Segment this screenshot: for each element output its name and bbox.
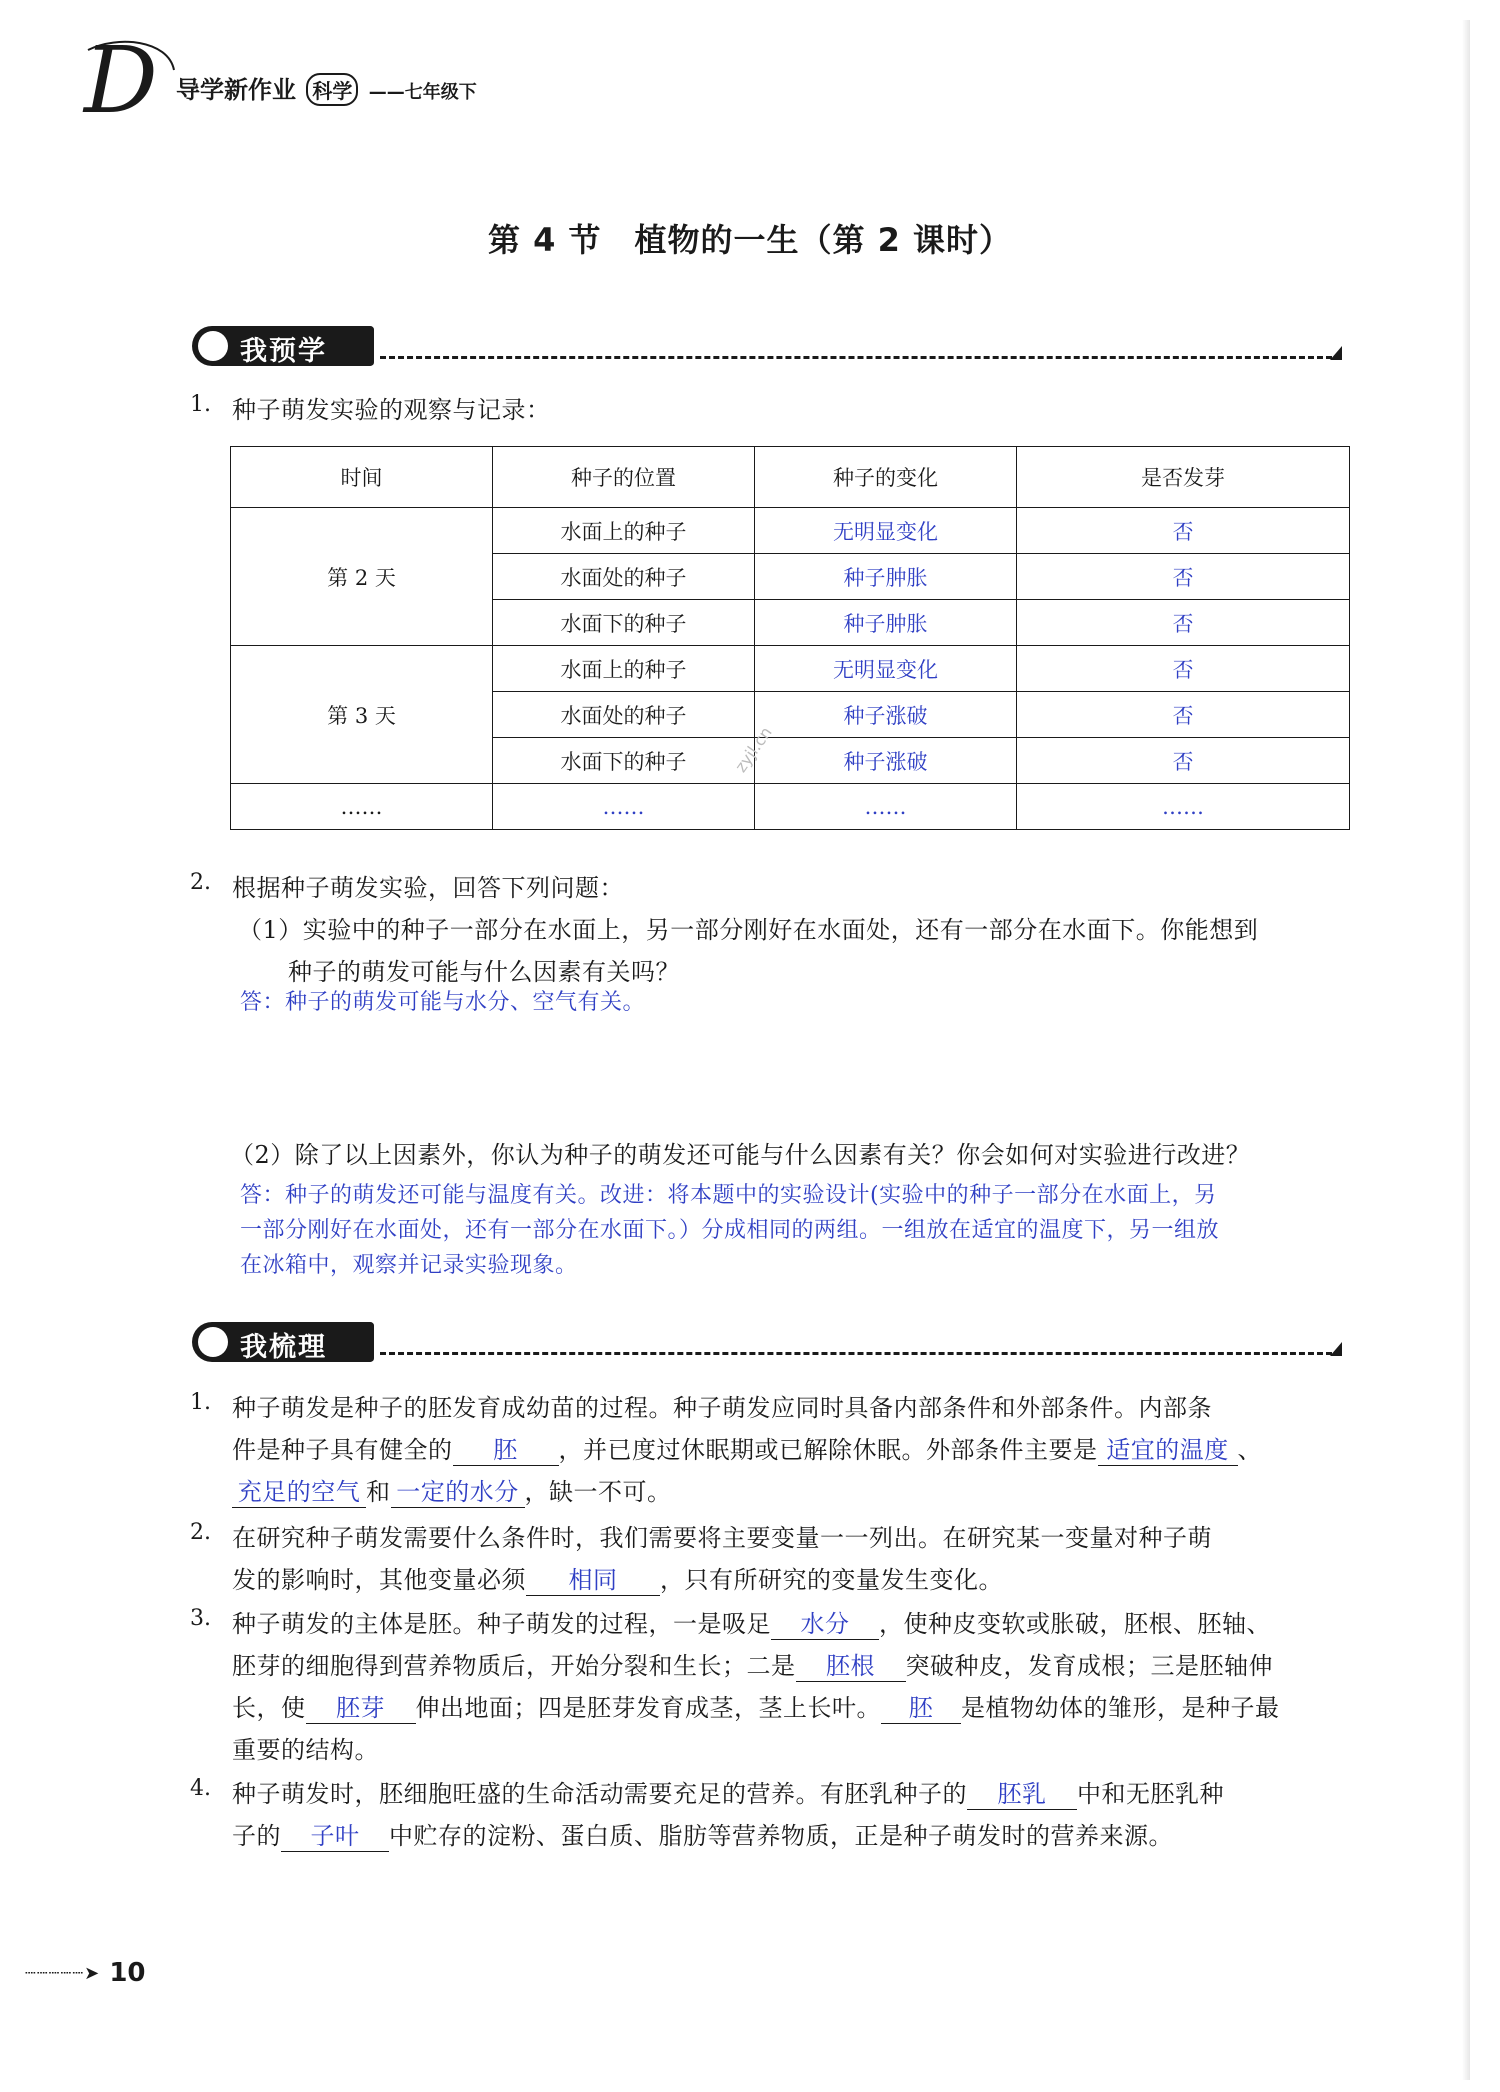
page-header xyxy=(78,30,578,130)
ellipsis-cell: …… xyxy=(493,784,755,830)
question-text: 根据种子萌发实验，回答下列问题： xyxy=(232,874,624,902)
ellipsis-cell: …… xyxy=(1017,784,1350,830)
item-text-line xyxy=(232,1646,1273,1682)
time-cell: 第 3 天 xyxy=(231,646,493,784)
text-segment: 种子萌发的主体是胚。种子萌发的过程，一是吸足 xyxy=(232,1610,771,1638)
text-segment: 和 xyxy=(366,1478,391,1506)
sprout-cell: 否 xyxy=(1017,554,1350,600)
change-cell: 无明显变化 xyxy=(755,508,1017,554)
answer-text: 答：种子的萌发还可能与温度有关。改进：将本题中的实验设计(实验中的种子一部分在水面上，另 xyxy=(240,1183,1217,1208)
change-cell: 种子涨破 xyxy=(755,692,1017,738)
text-segment: 、 xyxy=(1237,1436,1262,1464)
answer-text: 在冰箱中，观察并记录实验现象。 xyxy=(240,1253,578,1278)
column-header: 时间 xyxy=(231,447,493,508)
sprout-cell: 否 xyxy=(1017,646,1350,692)
text-segment: 件是种子具有健全的 xyxy=(232,1436,453,1464)
book-logo xyxy=(78,30,188,130)
answer-blank: 适宜的温度 xyxy=(1098,1437,1238,1466)
time-cell: 第 2 天 xyxy=(231,508,493,646)
book-name: 导学新作业 xyxy=(176,76,296,104)
arrow-icon: ┈┈┈┈┈➤ xyxy=(25,1963,101,1984)
item-text-line xyxy=(232,1430,1262,1466)
text-segment: 是植物幼体的雏形，是种子最 xyxy=(961,1694,1280,1722)
text-segment: ，缺一不可。 xyxy=(524,1478,672,1506)
position-cell: 水面下的种子 xyxy=(493,738,755,784)
corner-marker-icon xyxy=(1330,1342,1342,1356)
change-cell: 种子肿胀 xyxy=(755,554,1017,600)
question-text: 种子萌发实验的观察与记录： xyxy=(232,396,551,424)
answer-text: 一部分刚好在水面处，还有一部分在水面下。）分成相同的两组。一组放在适宜的温度下，另一组放 xyxy=(240,1218,1220,1243)
text-segment: 中贮存的淀粉、蛋白质、脂肪等营养物质，正是种子萌发时的营养来源。 xyxy=(389,1822,1173,1850)
lesson-title: 第 4 节 植物的一生（第 2 课时） xyxy=(487,221,1013,259)
answer-blank: 充足的空气 xyxy=(232,1479,366,1508)
text-segment: 胚芽的细胞得到营养物质后，开始分裂和生长；二是 xyxy=(232,1652,796,1680)
item-number: 1. xyxy=(190,1390,211,1415)
text-segment: 长，使 xyxy=(232,1694,306,1722)
section-label: 我梳理 xyxy=(240,1332,327,1363)
text-segment: ，只有所研究的变量发生变化。 xyxy=(660,1566,1003,1594)
change-cell: 种子涨破 xyxy=(755,738,1017,784)
answer-blank: 子叶 xyxy=(281,1823,389,1852)
position-cell: 水面下的种子 xyxy=(493,600,755,646)
answer-blank: 胚 xyxy=(453,1437,559,1466)
text-segment: 突破种皮，发育成根；三是胚轴伸 xyxy=(905,1652,1273,1680)
table-row xyxy=(231,784,1350,830)
section-banner-preview xyxy=(192,326,1342,370)
item-text: 种子萌发是种子的胚发育成幼苗的过程。种子萌发应同时具备内部条件和外部条件。内部条 xyxy=(232,1394,1212,1422)
answer-blank: 胚 xyxy=(881,1695,961,1724)
sprout-cell: 否 xyxy=(1017,692,1350,738)
position-cell: 水面上的种子 xyxy=(493,508,755,554)
page-edge-shadow xyxy=(1462,20,1470,2080)
grade-label: ——七年级下 xyxy=(368,82,477,103)
answer-blank: 胚根 xyxy=(796,1653,906,1682)
answer-text: 答：种子的萌发可能与水分、空气有关。 xyxy=(240,990,646,1015)
item-text-line xyxy=(232,1604,1271,1640)
item-text-line xyxy=(232,1774,1224,1810)
logo-letter: D xyxy=(84,30,158,130)
position-cell: 水面上的种子 xyxy=(493,646,755,692)
text-segment: 中和无胚乳种 xyxy=(1077,1780,1224,1808)
question-number: 1. xyxy=(190,392,211,417)
corner-marker-icon xyxy=(1330,346,1342,360)
item-text-line xyxy=(232,1688,1280,1724)
ellipsis-cell: …… xyxy=(231,784,493,830)
banner-dashed-rule xyxy=(380,1352,1332,1355)
subquestion-text: （2）除了以上因素外，你认为种子的萌发还可能与什么因素有关？你会如何对实验进行改进？ xyxy=(230,1141,1251,1169)
text-segment: 子的 xyxy=(232,1822,281,1850)
banner-pill xyxy=(192,1322,374,1362)
item-text: 在研究种子萌发需要什么条件时，我们需要将主要变量一一列出。在研究某一变量对种子萌 xyxy=(232,1524,1212,1552)
item-number: 4. xyxy=(190,1776,211,1801)
table-row xyxy=(231,508,1350,554)
answer-blank: 相同 xyxy=(526,1567,660,1596)
sprout-cell: 否 xyxy=(1017,738,1350,784)
banner-pill xyxy=(192,326,374,366)
item-text-line xyxy=(232,1816,1173,1852)
change-cell: 种子肿胀 xyxy=(755,600,1017,646)
text-segment: 种子萌发时，胚细胞旺盛的生命活动需要充足的营养。有胚乳种子的 xyxy=(232,1780,967,1808)
subquestion-text: 种子的萌发可能与什么因素有关吗？ xyxy=(288,958,680,986)
column-header: 种子的变化 xyxy=(755,447,1017,508)
answer-blank: 一定的水分 xyxy=(391,1479,525,1508)
text-segment: ，并已度过休眠期或已解除休眠。外部条件主要是 xyxy=(558,1436,1098,1464)
answer-blank: 胚芽 xyxy=(306,1695,416,1724)
item-number: 3. xyxy=(190,1606,211,1631)
answer-blank: 水分 xyxy=(771,1611,879,1640)
change-cell: 无明显变化 xyxy=(755,646,1017,692)
answer-blank: 胚乳 xyxy=(967,1781,1077,1810)
table-row xyxy=(231,646,1350,692)
item-number: 2. xyxy=(190,1520,211,1545)
ellipsis-cell: …… xyxy=(755,784,1017,830)
item-text-line xyxy=(232,1472,672,1508)
column-header: 种子的位置 xyxy=(493,447,755,508)
column-header: 是否发芽 xyxy=(1017,447,1350,508)
preview-icon xyxy=(198,331,228,361)
position-cell: 水面处的种子 xyxy=(493,554,755,600)
text-segment: 发的影响时，其他变量必须 xyxy=(232,1566,526,1594)
position-cell: 水面处的种子 xyxy=(493,692,755,738)
review-icon xyxy=(198,1327,228,1357)
table-header-row xyxy=(231,447,1350,508)
watermark: zyjl.cn xyxy=(731,723,776,776)
item-text: 重要的结构。 xyxy=(232,1736,379,1764)
item-text-line xyxy=(232,1560,1003,1596)
text-segment: ，使种皮变软或胀破，胚根、胚轴、 xyxy=(879,1610,1271,1638)
subject-badge: 科学 xyxy=(306,73,358,106)
sprout-cell: 否 xyxy=(1017,600,1350,646)
page-footer xyxy=(25,1958,146,1988)
text-segment: 伸出地面；四是胚芽发育成茎，茎上长叶。 xyxy=(415,1694,881,1722)
section-banner-review xyxy=(192,1322,1342,1366)
observation-table xyxy=(230,446,1350,830)
banner-dashed-rule xyxy=(380,356,1332,359)
subquestion-text: （1）实验中的种子一部分在水面上，另一部分刚好在水面处，还有一部分在水面下。你能想到 xyxy=(238,916,1259,944)
question-number: 2. xyxy=(190,870,211,895)
section-label: 我预学 xyxy=(240,336,327,367)
page-number: 10 xyxy=(109,1958,146,1988)
book-title xyxy=(176,70,477,106)
sprout-cell: 否 xyxy=(1017,508,1350,554)
